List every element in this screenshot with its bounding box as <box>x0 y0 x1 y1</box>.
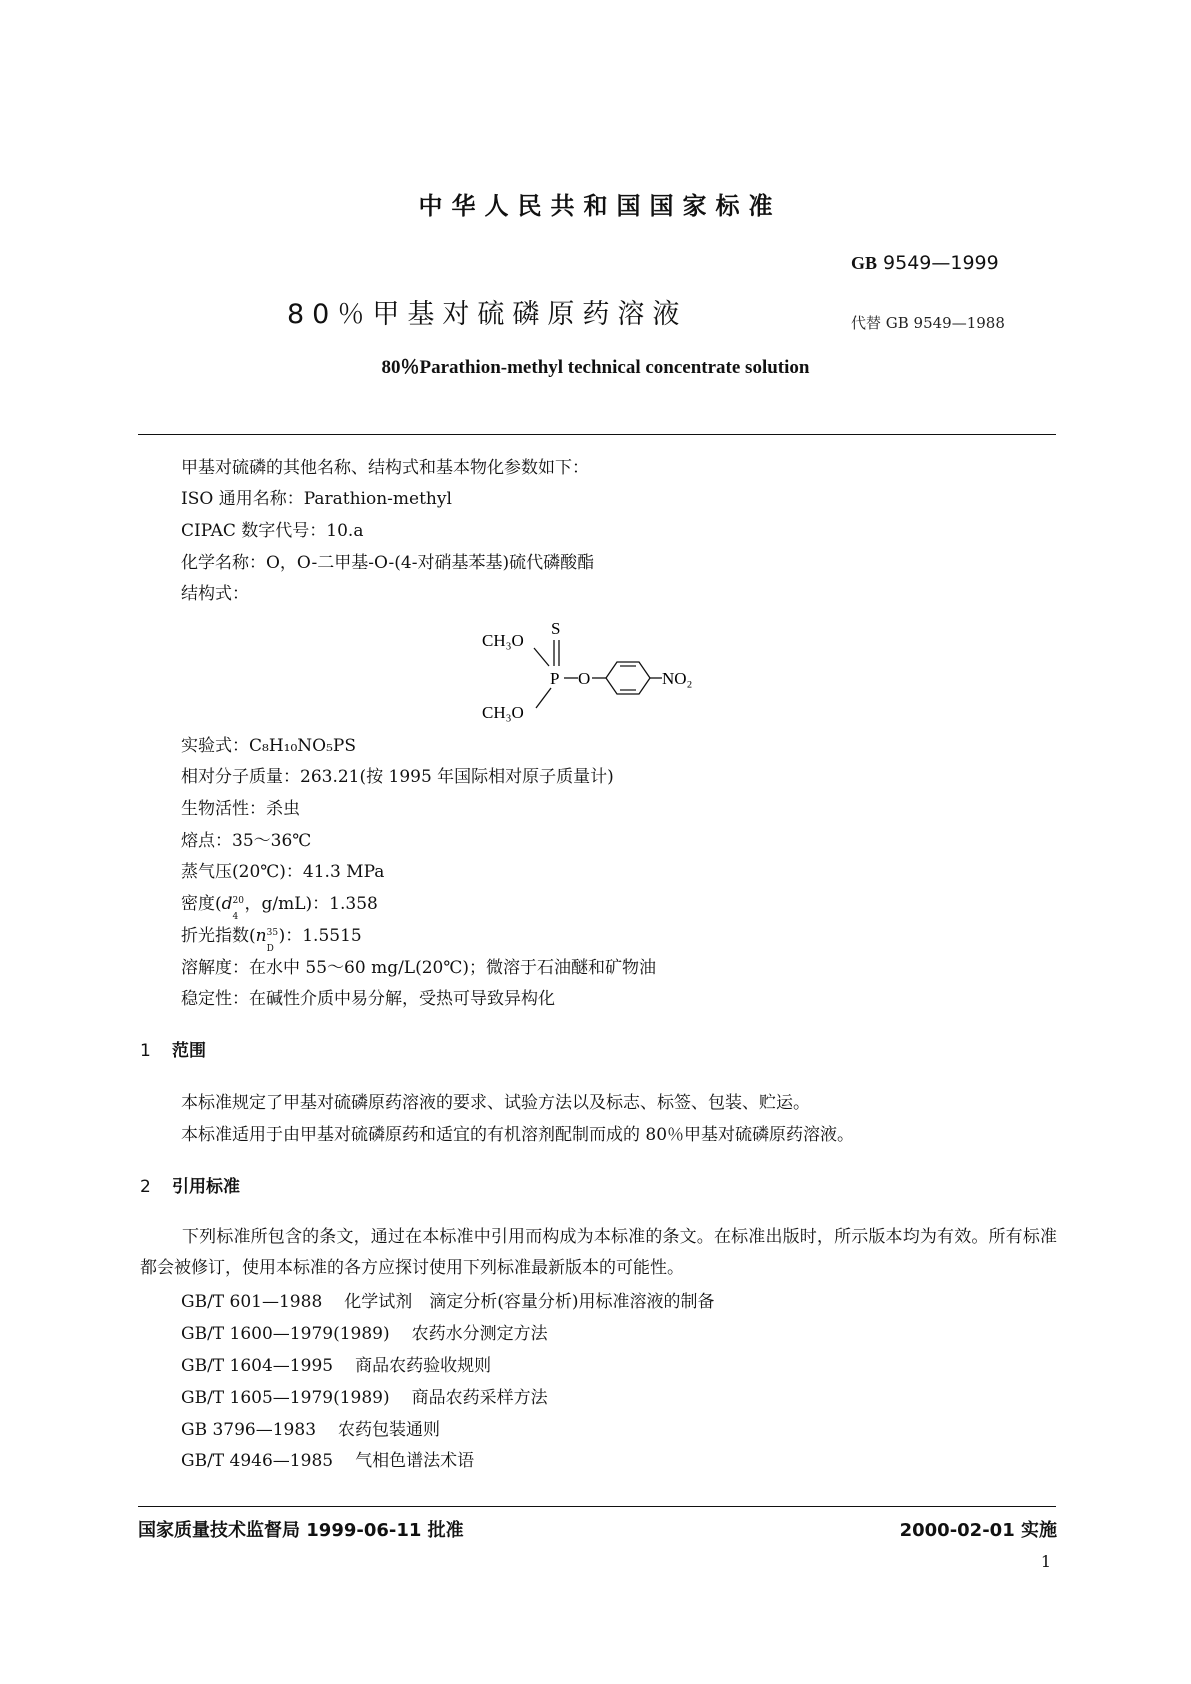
iso-name: ISO 通用名称：Parathion-methyl <box>181 489 452 509</box>
replaces-note: 代替 GB 9549—1988 <box>851 314 1005 332</box>
section-2-heading <box>140 1172 240 1197</box>
reference-code: GB/T 1604—1995 <box>181 1356 334 1376</box>
bond-top-o-p <box>534 648 549 666</box>
formula-top-group: CH₃O <box>482 631 524 650</box>
solubility: 溶解度：在水中 55～60 mg/L(20℃)；微溶于石油醚和矿物油 <box>181 958 657 978</box>
reference-code: GB/T 1605—1979(1989) <box>181 1388 390 1408</box>
formula-value: C₈H₁₀NO₅PS <box>249 736 356 756</box>
refr-sup: 35 <box>266 928 279 938</box>
header-divider <box>138 434 1056 435</box>
formula-bottom-group: CH₃O <box>482 703 524 722</box>
reference-item <box>181 1449 474 1473</box>
document-title-en: 80％Parathion-methyl technical concentrate solution <box>381 357 810 378</box>
reference-item <box>181 1386 548 1410</box>
density-symbol: d <box>221 894 233 914</box>
section-2-intro: 下列标准所包含的条文，通过在本标准中引用而构成为本标准的条文。在标准出版时，所示版本均为有效。所有标准都会被修订，使用本标准的各方应探讨使用下列标准最新版本的可能性。 <box>140 1227 1057 1278</box>
chemical-name: 化学名称：O，O-二甲基-O-(4-对硝基苯基)硫代磷酸酯 <box>181 553 595 573</box>
section-1-heading <box>140 1036 206 1061</box>
reference-title: 商品农药验收规则 <box>355 1356 492 1376</box>
melting-point: 熔点：35～36℃ <box>181 831 312 851</box>
approval-date: 国家质量技术监督局 1999-06-11 批准 <box>138 1520 464 1541</box>
section-2-title: 引用标准 <box>172 1177 240 1197</box>
bond-p-bottom-o <box>536 688 551 708</box>
section-2-number: 2 <box>140 1177 151 1197</box>
section-1-title: 范围 <box>172 1041 206 1061</box>
intro-lead: 甲基对硫磷的其他名称、结构式和基本物化参数如下： <box>181 458 589 478</box>
refr-sub: D <box>266 944 274 954</box>
reference-code: GB/T 4946—1985 <box>181 1451 334 1471</box>
standard-number-value: 9549—1999 <box>883 252 999 274</box>
bio-activity: 生物活性：杀虫 <box>181 799 300 819</box>
standard-number <box>851 252 999 274</box>
reference-code: GB/T 601—1988 <box>181 1292 323 1312</box>
empirical-formula <box>181 734 356 758</box>
molecular-mass: 相对分子质量：263.21(按 1995 年国际相对原子质量计) <box>181 767 614 787</box>
section-1-number: 1 <box>140 1041 151 1061</box>
effective-date: 2000-02-01 实施 <box>899 1520 1057 1541</box>
reference-item <box>181 1354 491 1378</box>
standard-prefix: GB <box>851 253 878 273</box>
stability: 稳定性：在碱性介质中易分解，受热可导致异构化 <box>181 989 555 1009</box>
structure-label: 结构式： <box>181 584 249 604</box>
density <box>181 892 378 922</box>
reference-title: 气相色谱法术语 <box>355 1451 475 1471</box>
refr-prefix: 折光指数( <box>181 926 256 946</box>
reference-title: 农药水分测定方法 <box>411 1324 548 1344</box>
structural-formula <box>470 612 730 722</box>
reference-code: GB 3796—1983 <box>181 1420 317 1440</box>
density-sub: 4 <box>232 912 239 922</box>
density-sup: 20 <box>232 896 244 906</box>
refr-suffix: )：1.5515 <box>278 926 362 946</box>
country-standard-title: 中华人民共和国国家标准 <box>418 192 782 220</box>
reference-title: 化学试剂 滴定分析(容量分析)用标准溶液的制备 <box>344 1292 715 1312</box>
document-title-cn: 80％甲基对硫磷原药溶液 <box>287 299 688 330</box>
density-suffix: ，g/mL)：1.358 <box>244 894 378 914</box>
reference-item <box>181 1290 715 1314</box>
reference-title: 商品农药采样方法 <box>411 1388 548 1408</box>
page-number: 1 <box>1040 1552 1051 1571</box>
footer-divider <box>138 1506 1056 1507</box>
section-1-paragraph-1: 本标准规定了甲基对硫磷原药溶液的要求、试验方法以及标志、标签、包装、贮运。 <box>181 1093 810 1113</box>
formula-oxygen: O <box>578 669 591 688</box>
refr-symbol: n <box>255 926 267 946</box>
formula-label: 实验式： <box>181 736 249 756</box>
reference-item <box>181 1418 440 1442</box>
formula-phosphorus: P <box>550 669 560 688</box>
density-prefix: 密度( <box>181 894 222 914</box>
benzene-ring <box>606 662 650 694</box>
formula-nitro: NO₂ <box>662 669 693 688</box>
reference-item <box>181 1322 548 1346</box>
formula-sulfur: S <box>551 619 561 638</box>
vapor-pressure: 蒸气压(20℃)：41.3 MPa <box>181 862 385 882</box>
reference-title: 农药包装通则 <box>338 1420 441 1440</box>
refractive-index <box>181 924 362 954</box>
cipac-code: CIPAC 数字代号：10.a <box>181 521 364 541</box>
reference-code: GB/T 1600—1979(1989) <box>181 1324 390 1344</box>
section-1-paragraph-2: 本标准适用于由甲基对硫磷原药和适宜的有机溶剂配制而成的 80％甲基对硫磷原药溶液。 <box>181 1125 855 1145</box>
